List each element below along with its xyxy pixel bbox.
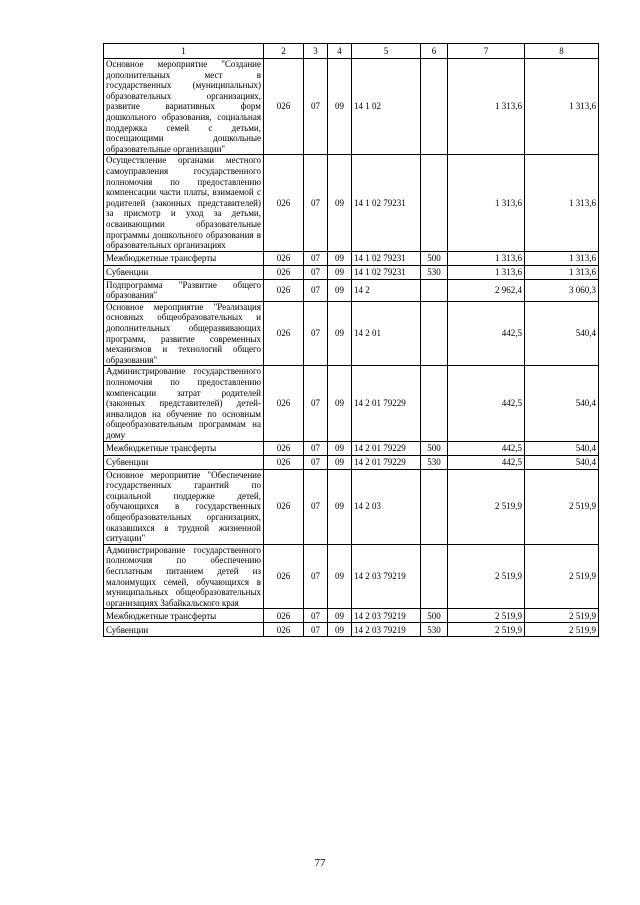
table-row (104, 251, 599, 265)
row-name: Администрирование государственного полномочия по предоставлению компенсации затрат родителей (законных представителей) детей-инвалидов на обучение по основным общеобразовательным программам на дому (104, 366, 264, 441)
table-row (104, 279, 599, 301)
target-code: 14 2 03 79219 (352, 609, 421, 623)
row-name: Основное мероприятие "Создание дополнительных мест в государственных (муниципальных) образовательных организациях, развитие вариативных форм дошкольного образования, социальная поддержка семей с детьми, посещающими дошкольные образовательные организации" (104, 59, 264, 155)
sum-col7: 2 519,9 (448, 609, 525, 623)
ministry-code: 026 (264, 623, 304, 637)
header-cell: 3 (304, 44, 328, 59)
table-row (104, 623, 599, 637)
table-row (104, 609, 599, 623)
ministry-code: 026 (264, 251, 304, 265)
header-cell: 7 (448, 44, 525, 59)
ministry-code: 026 (264, 265, 304, 279)
subsection-code: 09 (328, 279, 352, 301)
expense-type (421, 366, 448, 441)
sum-col7: 1 313,6 (448, 251, 525, 265)
sum-col8: 1 313,6 (525, 59, 599, 155)
row-name: Основное мероприятие "Обеспечение государственных гарантий по социальной поддержке детей, обучающихся в государственных общеобразовательных организациях, оказавшихся в трудной жизненной ситуации" (104, 469, 264, 544)
subsection-code: 09 (328, 301, 352, 366)
sum-col7: 442,5 (448, 441, 525, 455)
subsection-code: 09 (328, 455, 352, 469)
expense-type (421, 301, 448, 366)
section-code: 07 (304, 455, 328, 469)
sum-col8: 2 519,9 (525, 609, 599, 623)
section-code: 07 (304, 623, 328, 637)
sum-col7: 442,5 (448, 366, 525, 441)
section-code: 07 (304, 265, 328, 279)
section-code: 07 (304, 301, 328, 366)
section-code: 07 (304, 609, 328, 623)
table-row (104, 265, 599, 279)
expense-type: 500 (421, 609, 448, 623)
subsection-code: 09 (328, 251, 352, 265)
section-code: 07 (304, 366, 328, 441)
sum-col7: 1 313,6 (448, 265, 525, 279)
header-cell: 4 (328, 44, 352, 59)
section-code: 07 (304, 441, 328, 455)
target-code: 14 1 02 (352, 59, 421, 155)
table-row (104, 366, 599, 441)
expense-type (421, 279, 448, 301)
section-code: 07 (304, 155, 328, 251)
sum-col7: 1 313,6 (448, 155, 525, 251)
header-row (104, 44, 599, 59)
ministry-code: 026 (264, 441, 304, 455)
table-row (104, 59, 599, 155)
section-code: 07 (304, 469, 328, 544)
table-row (104, 544, 599, 609)
sum-col8: 2 519,9 (525, 544, 599, 609)
sum-col7: 2 962,4 (448, 279, 525, 301)
sum-col7: 2 519,9 (448, 469, 525, 544)
table-row (104, 155, 599, 251)
subsection-code: 09 (328, 469, 352, 544)
target-code: 14 1 02 79231 (352, 265, 421, 279)
row-name: Подпрограмма "Развитие общего образования" (104, 279, 264, 301)
expense-type: 530 (421, 455, 448, 469)
sum-col7: 2 519,9 (448, 623, 525, 637)
sum-col8: 540,4 (525, 301, 599, 366)
sum-col8: 540,4 (525, 455, 599, 469)
table-row (104, 455, 599, 469)
expense-type (421, 544, 448, 609)
row-name: Основное мероприятие "Реализация основных общеобразовательных и дополнительных общеразвивающих программ, развитие современных механизмов и технологий общего образования" (104, 301, 264, 366)
header-cell: 6 (421, 44, 448, 59)
sum-col7: 1 313,6 (448, 59, 525, 155)
header-cell: 2 (264, 44, 304, 59)
subsection-code: 09 (328, 155, 352, 251)
target-code: 14 2 (352, 279, 421, 301)
subsection-code: 09 (328, 265, 352, 279)
ministry-code: 026 (264, 155, 304, 251)
ministry-code: 026 (264, 469, 304, 544)
row-name: Субвенции (104, 623, 264, 637)
target-code: 14 2 03 79219 (352, 623, 421, 637)
expense-type: 530 (421, 265, 448, 279)
budget-table (103, 43, 599, 637)
ministry-code: 026 (264, 544, 304, 609)
ministry-code: 026 (264, 455, 304, 469)
header-cell: 1 (104, 44, 264, 59)
sum-col8: 540,4 (525, 441, 599, 455)
header-cell: 5 (352, 44, 421, 59)
sum-col8: 1 313,6 (525, 265, 599, 279)
table-row (104, 469, 599, 544)
expense-type: 500 (421, 441, 448, 455)
target-code: 14 2 03 (352, 469, 421, 544)
sum-col7: 2 519,9 (448, 544, 525, 609)
row-name: Межбюджетные трансферты (104, 251, 264, 265)
ministry-code: 026 (264, 59, 304, 155)
target-code: 14 1 02 79231 (352, 251, 421, 265)
sum-col7: 442,5 (448, 455, 525, 469)
ministry-code: 026 (264, 279, 304, 301)
target-code: 14 2 01 79229 (352, 441, 421, 455)
section-code: 07 (304, 251, 328, 265)
target-code: 14 2 01 79229 (352, 366, 421, 441)
expense-type (421, 469, 448, 544)
subsection-code: 09 (328, 544, 352, 609)
row-name: Межбюджетные трансферты (104, 441, 264, 455)
subsection-code: 09 (328, 609, 352, 623)
table-row (104, 301, 599, 366)
sum-col8: 540,4 (525, 366, 599, 441)
target-code: 14 2 01 (352, 301, 421, 366)
ministry-code: 026 (264, 301, 304, 366)
expense-type (421, 59, 448, 155)
sum-col8: 3 060,3 (525, 279, 599, 301)
row-name: Администрирование государственного полномочия по обеспечению бесплатным питанием детей из малоимущих семей, обучающихся в муниципальных общеобразовательных организациях Забайкальского края (104, 544, 264, 609)
subsection-code: 09 (328, 623, 352, 637)
section-code: 07 (304, 544, 328, 609)
row-name: Осуществление органами местного самоуправления государственного полномочия по предоставлению компенсации части платы, взимаемой с родителей (законных представителей) за присмотр и уход за детьми, осваивающими образовательные программы дошкольного образования в образовательных организациях (104, 155, 264, 251)
row-name: Субвенции (104, 265, 264, 279)
ministry-code: 026 (264, 609, 304, 623)
row-name: Межбюджетные трансферты (104, 609, 264, 623)
sum-col8: 2 519,9 (525, 623, 599, 637)
target-code: 14 1 02 79231 (352, 155, 421, 251)
subsection-code: 09 (328, 441, 352, 455)
subsection-code: 09 (328, 366, 352, 441)
sum-col8: 2 519,9 (525, 469, 599, 544)
target-code: 14 2 03 79219 (352, 544, 421, 609)
expense-type: 530 (421, 623, 448, 637)
page-number: 77 (314, 857, 326, 869)
expense-type (421, 155, 448, 251)
sum-col7: 442,5 (448, 301, 525, 366)
header-cell: 8 (525, 44, 599, 59)
row-name: Субвенции (104, 455, 264, 469)
section-code: 07 (304, 279, 328, 301)
subsection-code: 09 (328, 59, 352, 155)
table-row (104, 441, 599, 455)
section-code: 07 (304, 59, 328, 155)
sum-col8: 1 313,6 (525, 251, 599, 265)
expense-type: 500 (421, 251, 448, 265)
sum-col8: 1 313,6 (525, 155, 599, 251)
target-code: 14 2 01 79229 (352, 455, 421, 469)
ministry-code: 026 (264, 366, 304, 441)
